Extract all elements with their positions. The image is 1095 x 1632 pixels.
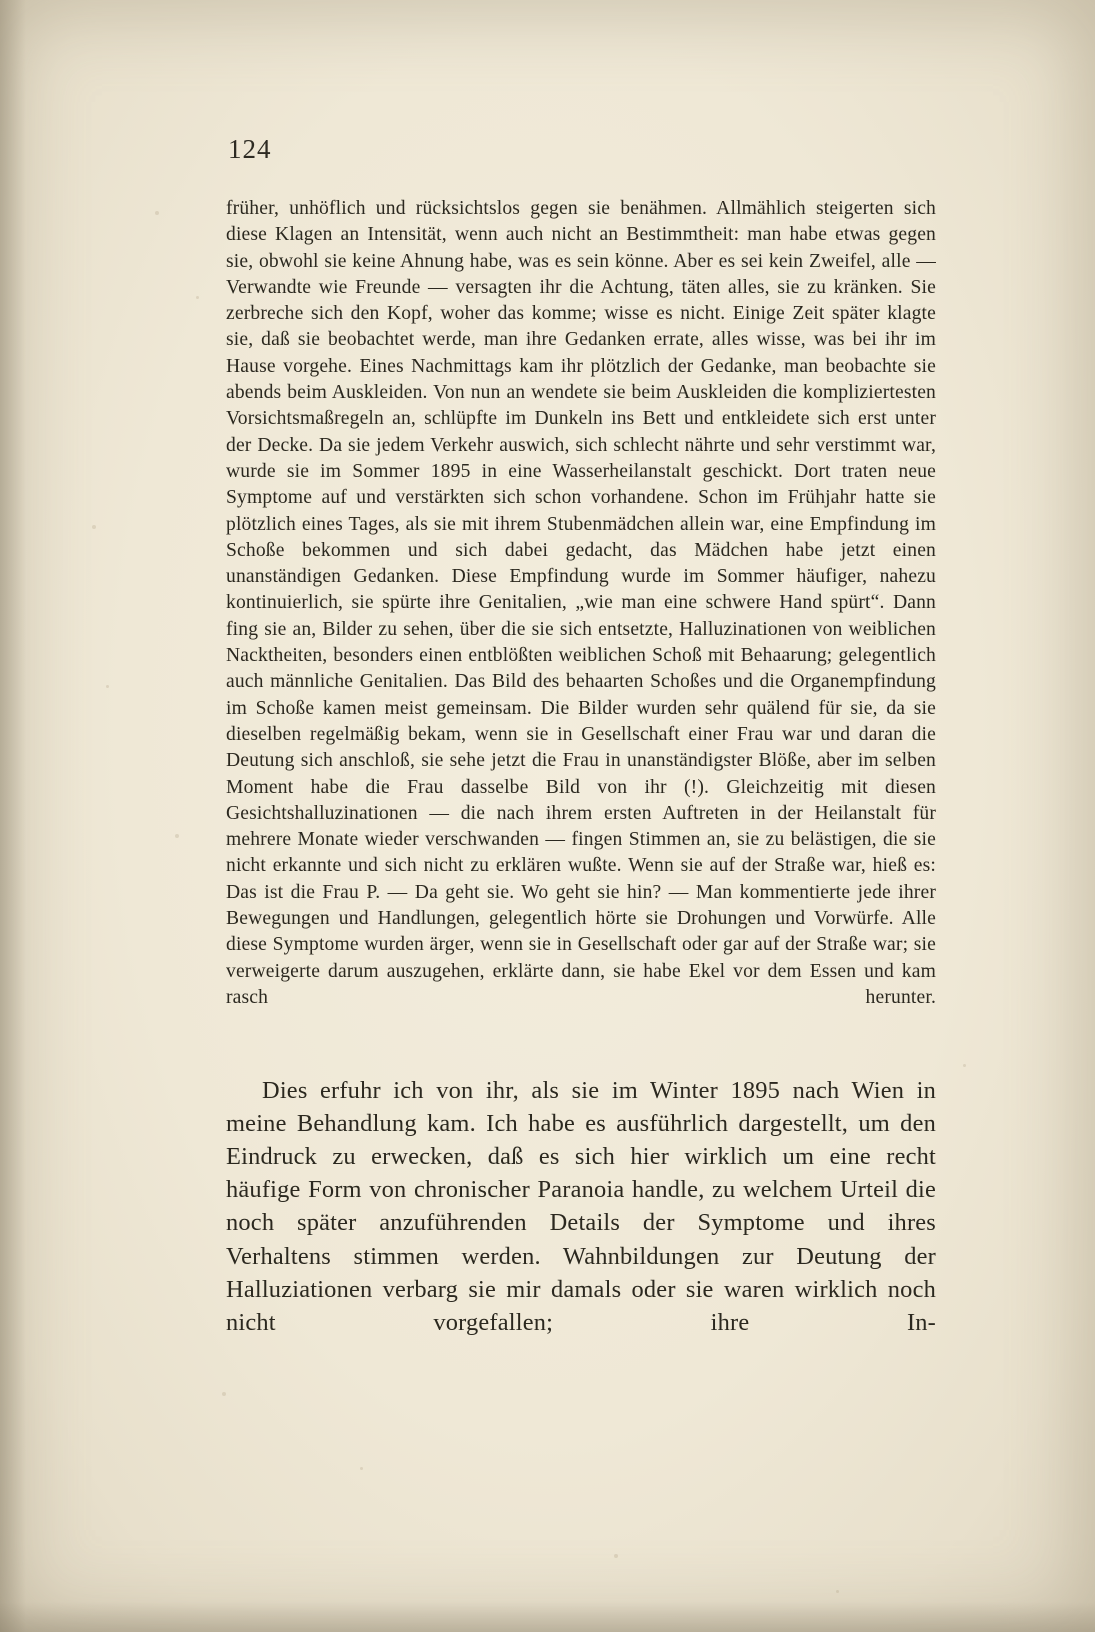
scan-bottom-shadow — [0, 1602, 1095, 1632]
page-number: 124 — [228, 134, 272, 164]
paragraph-continued: früher, unhöflich und rücksichtslos gegen sie benähmen. Allmählich steigerten sich diese Klagen an Intensität, wenn auch nicht an Bestimmtheit: man habe etwas gegen sie, obwohl sie keine Ahnung habe, was es sein könne. Aber es sei kein Zweifel, alle — Verwandte wie Freunde — versagten ihr die Achtung, täten alles, sie zu kränken. Sie zerbreche sich den Kopf, woher das komme; wisse es nicht. Einige Zeit später klagte sie, daß sie beobachtet werde, man ihre Gedanken errate, alles wisse, was bei ihr im Hause vorgehe. Eines Nachmittags kam ihr plötzlich der Gedanke, man beobachte sie abends beim Auskleiden. Von nun an wendete sie beim Auskleiden die kompliziertesten Vorsichtsmaßregeln an, schlüpfte im Dunkeln ins Bett und entkleidete sich erst unter der Decke. Da sie jedem Verkehr auswich, sich schlecht nährte und sehr verstimmt war, wurde sie im Sommer 1895 in eine Wasserheilanstalt geschickt. Dort traten neue Symptome auf und verstärkten sich schon vorhandene. Schon im Frühjahr hatte sie plötzlich eines Tages, als sie mit ihrem Stubenmädchen allein war, eine Empfindung im Schoße bekommen und sich dabei gedacht, das Mädchen habe jetzt einen unanständigen Gedanken. Diese Empfindung wurde im Sommer häufiger, nahezu kontinuierlich, sie spürte ihre Genitalien, „wie man eine schwere Hand spürt“. Dann fing sie an, Bilder zu sehen, über die sie sich entsetzte, Halluzinationen von weiblichen Nacktheiten, besonders einen entblößten weiblichen Schoß mit Behaarung; gelegentlich auch männliche Genitalien. Das Bild des behaarten Schoßes und die Organempfindung im Schoße kamen meist gemeinsam. Die Bilder wurden sehr quälend für sie, da sie dieselben regelmäßig bekam, wenn sie in Gesellschaft einer Frau war und daran die Deutung sich anschloß, sie sehe jetzt die Frau in unanständigster Blöße, aber im selben Moment habe die Frau dasselbe Bild von ihr (!). Gleichzeitig mit diesen Gesichtshalluzinationen — die nach ihrem ersten Auftreten in der Heilanstalt für mehrere Monate wieder verschwanden — fingen Stimmen an, sie zu belästigen, die sie nicht erkannte und sich nicht zu erklären wußte. Wenn sie auf der Straße war, hieß es: Das ist die Frau P. — Da geht sie. Wo geht sie hin? — Man kommentierte jede ihrer Bewegungen und Handlungen, gelegentlich hörte sie Drohungen und Vorwürfe. Alle diese Symptome wurden ärger, wenn sie in Gesellschaft oder gar auf der Straße war; sie verweigerte darum auszugehen, erklärte dann, sie habe Ekel vor dem Essen und kam rasch herunter. — [226, 198, 936, 1008]
paragraph-emphasis: Dies erfuhr ich von ihr, als sie im Winter 1895 nach Wien in meine Behandlung kam. Ich habe es ausführlich dargestellt, um den Eindruck zu erwecken, daß es sich hier wirklich um eine recht häufige Form von chronischer Paranoia handle, zu welchem Urteil die noch später anzuführenden Details der Symptome und ihres Verhaltens stimmen werden. Wahnbildungen zur Deutung der Halluziationen verbarg sie mir damals oder sie waren wirklich noch nicht vorgefallen; ihre In- — [226, 1076, 936, 1336]
page-text-body — [226, 196, 936, 1372]
scan-left-shadow — [0, 0, 26, 1632]
